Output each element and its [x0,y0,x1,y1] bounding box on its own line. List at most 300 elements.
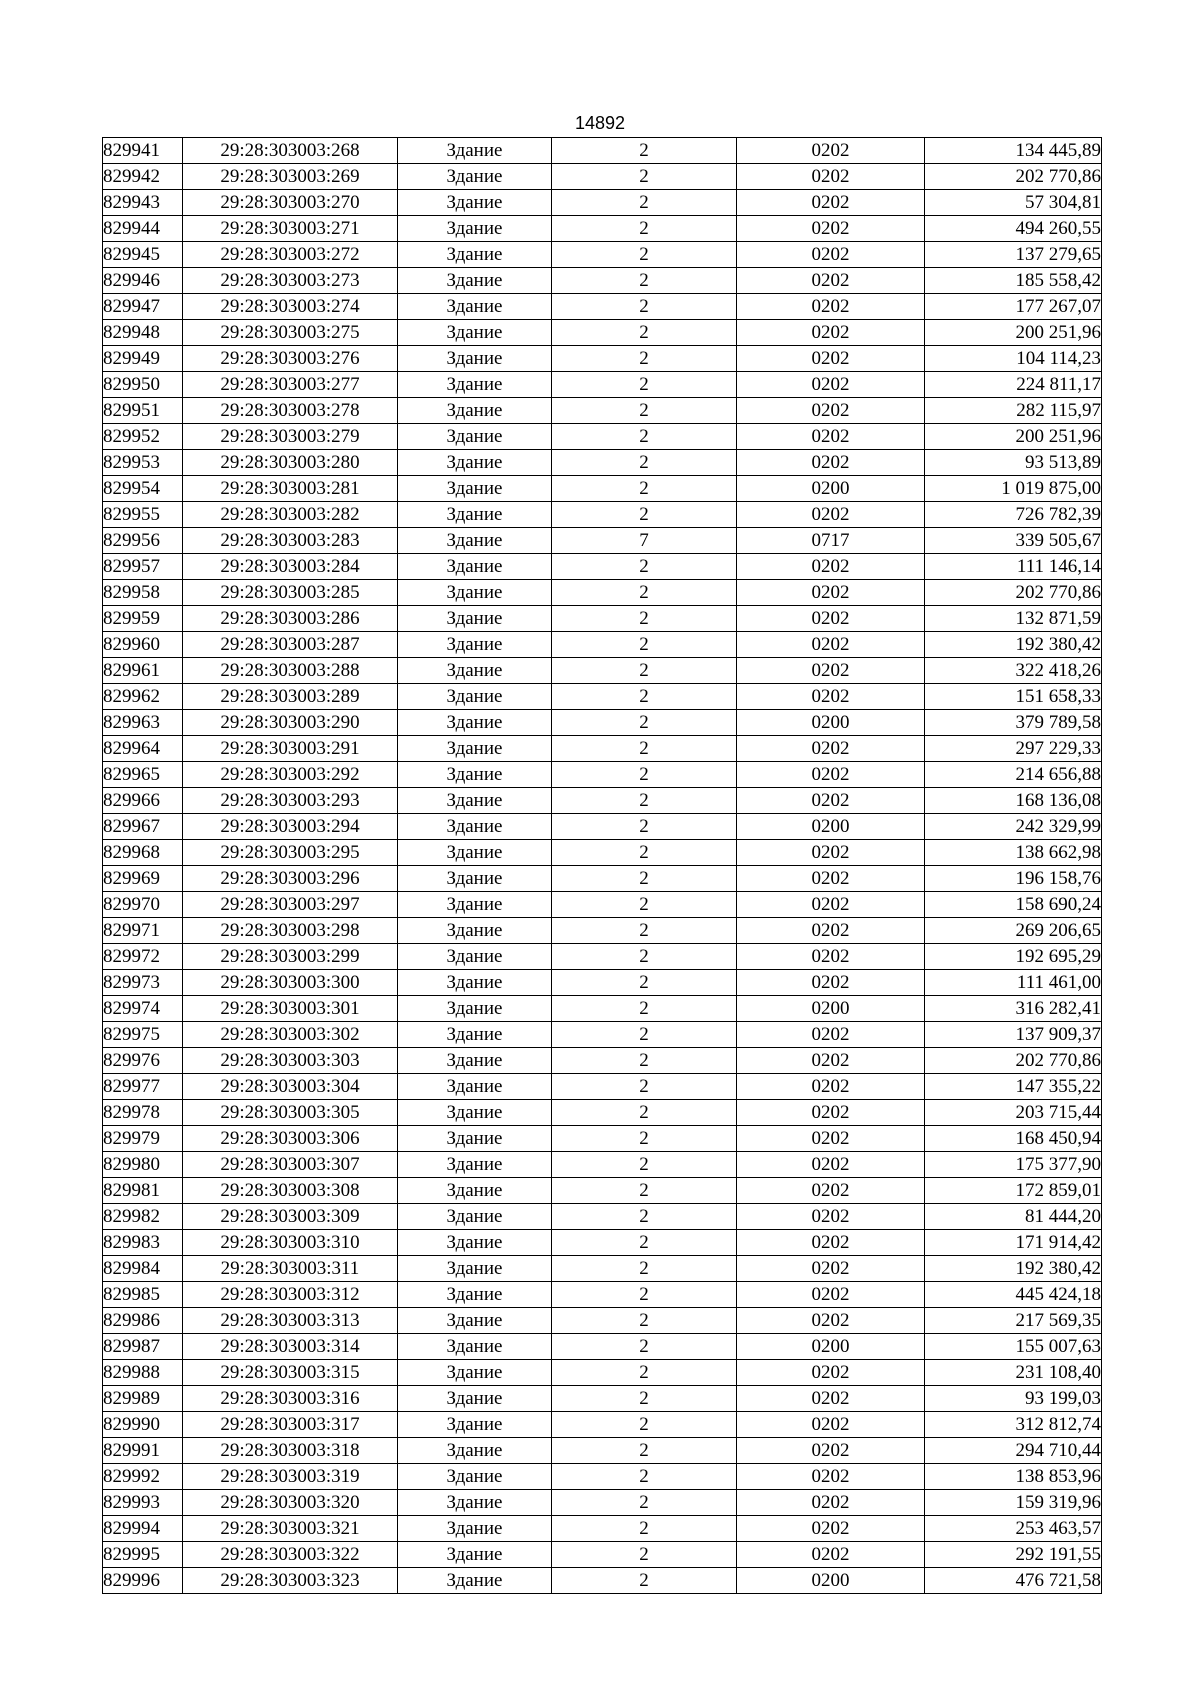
object-type-cell: Здание [398,450,552,476]
record-number-cell: 829946 [103,268,183,294]
group-cell: 2 [552,866,737,892]
code-cell: 0202 [737,242,925,268]
group-cell: 2 [552,554,737,580]
cadastral-value-cell: 231 108,40 [925,1360,1102,1386]
cadastral-number-cell: 29:28:303003:282 [183,502,398,528]
cadastral-number-cell: 29:28:303003:300 [183,970,398,996]
code-cell: 0202 [737,736,925,762]
group-cell: 2 [552,1412,737,1438]
code-cell: 0202 [737,788,925,814]
record-number-cell: 829944 [103,216,183,242]
cadastral-value-cell: 168 136,08 [925,788,1102,814]
cadastral-number-cell: 29:28:303003:316 [183,1386,398,1412]
object-type-cell: Здание [398,892,552,918]
record-number-cell: 829992 [103,1464,183,1490]
cadastral-number-cell: 29:28:303003:291 [183,736,398,762]
cadastral-value-cell: 379 789,58 [925,710,1102,736]
cadastral-number-cell: 29:28:303003:268 [183,138,398,164]
cadastral-value-cell: 192 380,42 [925,1256,1102,1282]
group-cell: 2 [552,1022,737,1048]
record-number-cell: 829976 [103,1048,183,1074]
table-row [103,294,1102,320]
cadastral-number-cell: 29:28:303003:298 [183,918,398,944]
object-type-cell: Здание [398,1048,552,1074]
cadastral-number-cell: 29:28:303003:286 [183,606,398,632]
cadastral-number-cell: 29:28:303003:302 [183,1022,398,1048]
code-cell: 0202 [737,1204,925,1230]
record-number-cell: 829970 [103,892,183,918]
record-number-cell: 829979 [103,1126,183,1152]
record-number-cell: 829962 [103,684,183,710]
table-row [103,918,1102,944]
cadastral-number-cell: 29:28:303003:322 [183,1542,398,1568]
group-cell: 2 [552,1048,737,1074]
table-row [103,814,1102,840]
record-number-cell: 829996 [103,1568,183,1594]
group-cell: 2 [552,1178,737,1204]
cadastral-value-cell: 339 505,67 [925,528,1102,554]
table-row [103,1152,1102,1178]
code-cell: 0202 [737,1178,925,1204]
record-number-cell: 829995 [103,1542,183,1568]
cadastral-value-cell: 175 377,90 [925,1152,1102,1178]
cadastral-value-cell: 138 662,98 [925,840,1102,866]
group-cell: 2 [552,814,737,840]
code-cell: 0202 [737,1100,925,1126]
record-number-cell: 829949 [103,346,183,372]
cadastral-value-cell: 269 206,65 [925,918,1102,944]
code-cell: 0717 [737,528,925,554]
object-type-cell: Здание [398,1204,552,1230]
table-row [103,788,1102,814]
cadastral-number-cell: 29:28:303003:301 [183,996,398,1022]
code-cell: 0202 [737,606,925,632]
cadastral-number-cell: 29:28:303003:280 [183,450,398,476]
cadastral-number-cell: 29:28:303003:271 [183,216,398,242]
record-number-cell: 829953 [103,450,183,476]
object-type-cell: Здание [398,242,552,268]
cadastral-number-cell: 29:28:303003:308 [183,1178,398,1204]
code-cell: 0202 [737,554,925,580]
table-row [103,1126,1102,1152]
record-number-cell: 829978 [103,1100,183,1126]
object-type-cell: Здание [398,788,552,814]
group-cell: 2 [552,320,737,346]
cadastral-number-cell: 29:28:303003:270 [183,190,398,216]
object-type-cell: Здание [398,1074,552,1100]
record-number-cell: 829991 [103,1438,183,1464]
cadastral-value-cell: 202 770,86 [925,580,1102,606]
group-cell: 2 [552,944,737,970]
cadastral-number-cell: 29:28:303003:306 [183,1126,398,1152]
record-number-cell: 829959 [103,606,183,632]
table-row [103,372,1102,398]
cadastral-value-cell: 172 859,01 [925,1178,1102,1204]
object-type-cell: Здание [398,1126,552,1152]
object-type-cell: Здание [398,1360,552,1386]
table-row [103,996,1102,1022]
cadastral-number-cell: 29:28:303003:293 [183,788,398,814]
table-row [103,502,1102,528]
cadastral-value-cell: 294 710,44 [925,1438,1102,1464]
record-number-cell: 829973 [103,970,183,996]
group-cell: 2 [552,294,737,320]
object-type-cell: Здание [398,970,552,996]
group-cell: 2 [552,1126,737,1152]
cadastral-number-cell: 29:28:303003:315 [183,1360,398,1386]
cadastral-number-cell: 29:28:303003:313 [183,1308,398,1334]
cadastral-number-cell: 29:28:303003:310 [183,1230,398,1256]
object-type-cell: Здание [398,424,552,450]
record-number-cell: 829977 [103,1074,183,1100]
cadastral-number-cell: 29:28:303003:304 [183,1074,398,1100]
object-type-cell: Здание [398,684,552,710]
cadastral-number-cell: 29:28:303003:321 [183,1516,398,1542]
table-row [103,944,1102,970]
table-row [103,216,1102,242]
code-cell: 0202 [737,1360,925,1386]
object-type-cell: Здание [398,190,552,216]
code-cell: 0202 [737,1412,925,1438]
object-type-cell: Здание [398,1490,552,1516]
table-row [103,840,1102,866]
object-type-cell: Здание [398,1334,552,1360]
cadastral-number-cell: 29:28:303003:278 [183,398,398,424]
code-cell: 0202 [737,970,925,996]
record-number-cell: 829955 [103,502,183,528]
cadastral-value-cell: 214 656,88 [925,762,1102,788]
table-row [103,476,1102,502]
cadastral-number-cell: 29:28:303003:319 [183,1464,398,1490]
object-type-cell: Здание [398,918,552,944]
code-cell: 0202 [737,1308,925,1334]
cadastral-value-cell: 202 770,86 [925,164,1102,190]
code-cell: 0202 [737,658,925,684]
group-cell: 2 [552,632,737,658]
record-number-cell: 829941 [103,138,183,164]
table-row [103,1412,1102,1438]
group-cell: 2 [552,996,737,1022]
cadastral-number-cell: 29:28:303003:269 [183,164,398,190]
object-type-cell: Здание [398,1230,552,1256]
cadastral-number-cell: 29:28:303003:320 [183,1490,398,1516]
group-cell: 2 [552,1386,737,1412]
cadastral-value-cell: 316 282,41 [925,996,1102,1022]
group-cell: 7 [552,528,737,554]
code-cell: 0200 [737,476,925,502]
object-type-cell: Здание [398,294,552,320]
cadastral-number-cell: 29:28:303003:311 [183,1256,398,1282]
cadastral-number-cell: 29:28:303003:288 [183,658,398,684]
cadastral-value-cell: 111 146,14 [925,554,1102,580]
code-cell: 0202 [737,944,925,970]
object-type-cell: Здание [398,216,552,242]
group-cell: 2 [552,606,737,632]
record-number-cell: 829967 [103,814,183,840]
table-row [103,580,1102,606]
cadastral-number-cell: 29:28:303003:274 [183,294,398,320]
cadastral-value-cell: 93 513,89 [925,450,1102,476]
object-type-cell: Здание [398,1438,552,1464]
cadastral-number-cell: 29:28:303003:272 [183,242,398,268]
registry-table-body [103,138,1102,1594]
object-type-cell: Здание [398,632,552,658]
table-row [103,398,1102,424]
object-type-cell: Здание [398,736,552,762]
cadastral-value-cell: 93 199,03 [925,1386,1102,1412]
code-cell: 0202 [737,190,925,216]
group-cell: 2 [552,346,737,372]
cadastral-number-cell: 29:28:303003:273 [183,268,398,294]
cadastral-value-cell: 196 158,76 [925,866,1102,892]
cadastral-value-cell: 159 319,96 [925,1490,1102,1516]
cadastral-value-cell: 138 853,96 [925,1464,1102,1490]
table-row [103,762,1102,788]
code-cell: 0202 [737,1230,925,1256]
group-cell: 2 [552,190,737,216]
table-row [103,528,1102,554]
table-row [103,866,1102,892]
cadastral-value-cell: 282 115,97 [925,398,1102,424]
object-type-cell: Здание [398,346,552,372]
group-cell: 2 [552,970,737,996]
table-row [103,190,1102,216]
record-number-cell: 829950 [103,372,183,398]
cadastral-value-cell: 322 418,26 [925,658,1102,684]
cadastral-number-cell: 29:28:303003:289 [183,684,398,710]
record-number-cell: 829943 [103,190,183,216]
group-cell: 2 [552,138,737,164]
object-type-cell: Здание [398,372,552,398]
table-row [103,1334,1102,1360]
cadastral-value-cell: 137 279,65 [925,242,1102,268]
code-cell: 0202 [737,1516,925,1542]
object-type-cell: Здание [398,1308,552,1334]
code-cell: 0202 [737,424,925,450]
table-row [103,1048,1102,1074]
table-row [103,1204,1102,1230]
record-number-cell: 829954 [103,476,183,502]
object-type-cell: Здание [398,502,552,528]
group-cell: 2 [552,736,737,762]
record-number-cell: 829952 [103,424,183,450]
record-number-cell: 829975 [103,1022,183,1048]
table-row [103,1516,1102,1542]
table-row [103,892,1102,918]
record-number-cell: 829974 [103,996,183,1022]
object-type-cell: Здание [398,528,552,554]
group-cell: 2 [552,1074,737,1100]
object-type-cell: Здание [398,138,552,164]
cadastral-value-cell: 292 191,55 [925,1542,1102,1568]
group-cell: 2 [552,1230,737,1256]
object-type-cell: Здание [398,1152,552,1178]
cadastral-value-cell: 134 445,89 [925,138,1102,164]
code-cell: 0202 [737,398,925,424]
code-cell: 0202 [737,164,925,190]
record-number-cell: 829986 [103,1308,183,1334]
record-number-cell: 829947 [103,294,183,320]
cadastral-value-cell: 168 450,94 [925,1126,1102,1152]
cadastral-value-cell: 185 558,42 [925,268,1102,294]
cadastral-number-cell: 29:28:303003:297 [183,892,398,918]
group-cell: 2 [552,580,737,606]
code-cell: 0202 [737,1022,925,1048]
object-type-cell: Здание [398,1412,552,1438]
code-cell: 0202 [737,372,925,398]
code-cell: 0202 [737,1152,925,1178]
cadastral-value-cell: 111 461,00 [925,970,1102,996]
record-number-cell: 829988 [103,1360,183,1386]
record-number-cell: 829964 [103,736,183,762]
cadastral-value-cell: 253 463,57 [925,1516,1102,1542]
cadastral-value-cell: 81 444,20 [925,1204,1102,1230]
code-cell: 0202 [737,138,925,164]
cadastral-value-cell: 137 909,37 [925,1022,1102,1048]
object-type-cell: Здание [398,606,552,632]
group-cell: 2 [552,476,737,502]
group-cell: 2 [552,1282,737,1308]
cadastral-number-cell: 29:28:303003:312 [183,1282,398,1308]
group-cell: 2 [552,1438,737,1464]
group-cell: 2 [552,710,737,736]
table-row [103,1542,1102,1568]
record-number-cell: 829956 [103,528,183,554]
object-type-cell: Здание [398,1568,552,1594]
cadastral-number-cell: 29:28:303003:295 [183,840,398,866]
record-number-cell: 829972 [103,944,183,970]
record-number-cell: 829980 [103,1152,183,1178]
object-type-cell: Здание [398,1542,552,1568]
object-type-cell: Здание [398,1100,552,1126]
group-cell: 2 [552,1308,737,1334]
record-number-cell: 829945 [103,242,183,268]
object-type-cell: Здание [398,996,552,1022]
record-number-cell: 829958 [103,580,183,606]
cadastral-number-cell: 29:28:303003:279 [183,424,398,450]
code-cell: 0202 [737,762,925,788]
group-cell: 2 [552,216,737,242]
group-cell: 2 [552,1516,737,1542]
record-number-cell: 829994 [103,1516,183,1542]
group-cell: 2 [552,1152,737,1178]
table-row [103,424,1102,450]
group-cell: 2 [552,424,737,450]
record-number-cell: 829989 [103,1386,183,1412]
record-number-cell: 829985 [103,1282,183,1308]
cadastral-value-cell: 192 380,42 [925,632,1102,658]
object-type-cell: Здание [398,1464,552,1490]
object-type-cell: Здание [398,580,552,606]
record-number-cell: 829948 [103,320,183,346]
table-row [103,1022,1102,1048]
cadastral-number-cell: 29:28:303003:296 [183,866,398,892]
code-cell: 0202 [737,1490,925,1516]
cadastral-value-cell: 494 260,55 [925,216,1102,242]
table-row [103,606,1102,632]
group-cell: 2 [552,502,737,528]
cadastral-value-cell: 202 770,86 [925,1048,1102,1074]
cadastral-number-cell: 29:28:303003:303 [183,1048,398,1074]
table-row [103,736,1102,762]
cadastral-value-cell: 132 871,59 [925,606,1102,632]
code-cell: 0202 [737,918,925,944]
cadastral-number-cell: 29:28:303003:318 [183,1438,398,1464]
table-row [103,1568,1102,1594]
table-row [103,450,1102,476]
object-type-cell: Здание [398,476,552,502]
table-row [103,1386,1102,1412]
code-cell: 0202 [737,892,925,918]
cadastral-number-cell: 29:28:303003:305 [183,1100,398,1126]
code-cell: 0202 [737,294,925,320]
group-cell: 2 [552,840,737,866]
object-type-cell: Здание [398,164,552,190]
object-type-cell: Здание [398,398,552,424]
cadastral-number-cell: 29:28:303003:284 [183,554,398,580]
table-row [103,632,1102,658]
group-cell: 2 [552,268,737,294]
code-cell: 0202 [737,502,925,528]
cadastral-number-cell: 29:28:303003:317 [183,1412,398,1438]
cadastral-number-cell: 29:28:303003:314 [183,1334,398,1360]
table-row [103,970,1102,996]
cadastral-value-cell: 147 355,22 [925,1074,1102,1100]
object-type-cell: Здание [398,710,552,736]
table-row [103,346,1102,372]
record-number-cell: 829981 [103,1178,183,1204]
code-cell: 0202 [737,1542,925,1568]
cadastral-number-cell: 29:28:303003:285 [183,580,398,606]
code-cell: 0202 [737,840,925,866]
object-type-cell: Здание [398,1386,552,1412]
cadastral-value-cell: 726 782,39 [925,502,1102,528]
object-type-cell: Здание [398,658,552,684]
cadastral-value-cell: 155 007,63 [925,1334,1102,1360]
group-cell: 2 [552,762,737,788]
table-row [103,138,1102,164]
cadastral-value-cell: 217 569,35 [925,1308,1102,1334]
cadastral-number-cell: 29:28:303003:307 [183,1152,398,1178]
code-cell: 0202 [737,1464,925,1490]
table-row [103,1256,1102,1282]
group-cell: 2 [552,1256,737,1282]
object-type-cell: Здание [398,944,552,970]
cadastral-value-cell: 192 695,29 [925,944,1102,970]
code-cell: 0200 [737,710,925,736]
cadastral-value-cell: 203 715,44 [925,1100,1102,1126]
group-cell: 2 [552,1100,737,1126]
group-cell: 2 [552,1490,737,1516]
record-number-cell: 829942 [103,164,183,190]
group-cell: 2 [552,398,737,424]
code-cell: 0202 [737,1386,925,1412]
cadastral-value-cell: 312 812,74 [925,1412,1102,1438]
code-cell: 0202 [737,1074,925,1100]
object-type-cell: Здание [398,1516,552,1542]
group-cell: 2 [552,1464,737,1490]
object-type-cell: Здание [398,554,552,580]
code-cell: 0202 [737,1126,925,1152]
table-row [103,1464,1102,1490]
group-cell: 2 [552,1204,737,1230]
group-cell: 2 [552,684,737,710]
cadastral-number-cell: 29:28:303003:287 [183,632,398,658]
code-cell: 0202 [737,632,925,658]
group-cell: 2 [552,658,737,684]
group-cell: 2 [552,918,737,944]
record-number-cell: 829961 [103,658,183,684]
